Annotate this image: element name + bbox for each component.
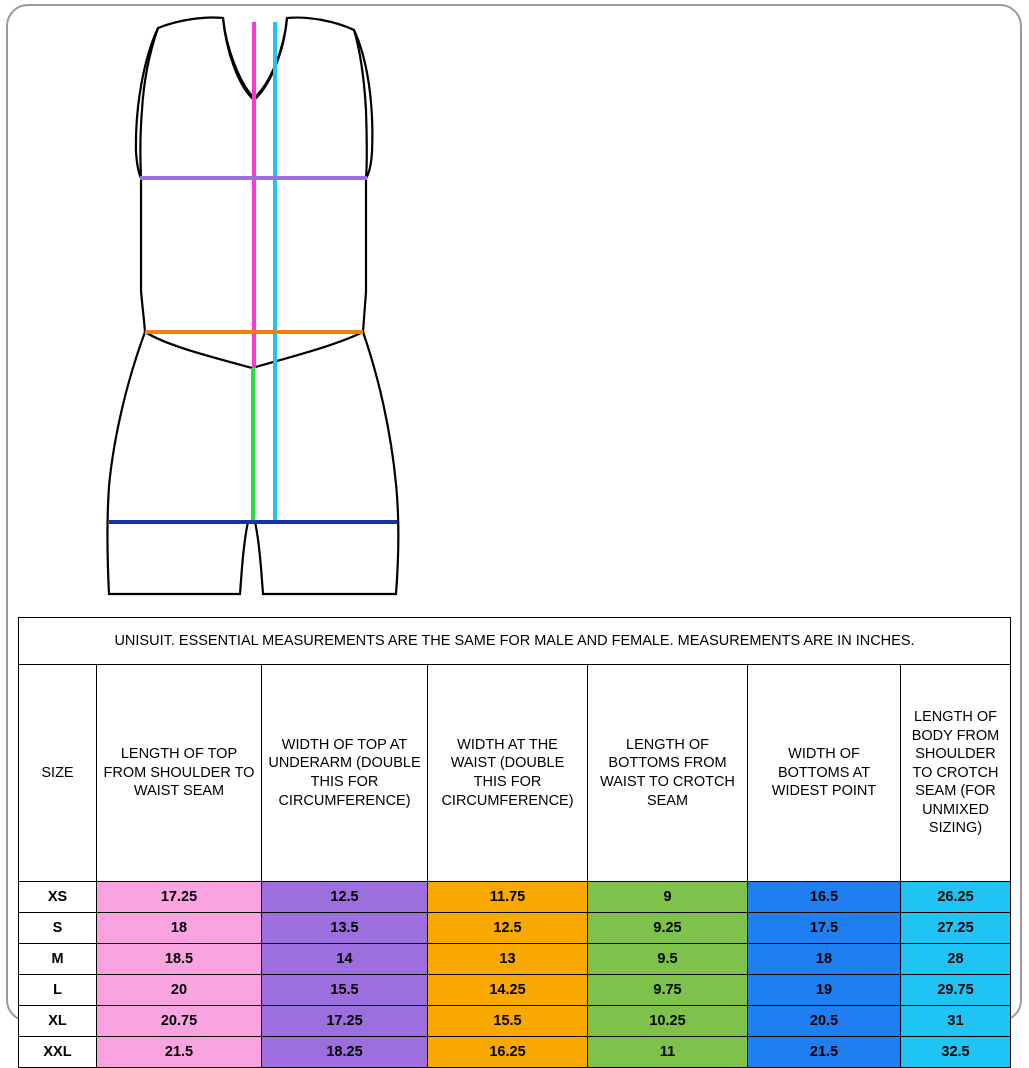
cell-width-of-bottoms: 19: [748, 975, 901, 1006]
row-size-label: XS: [19, 882, 97, 913]
row-size-label: L: [19, 975, 97, 1006]
cell-length-of-body: 27.25: [901, 913, 1011, 944]
table-caption: UNISUIT. ESSENTIAL MEASUREMENTS ARE THE SAME FOR MALE AND FEMALE. MEASUREMENTS ARE IN INCHES.: [19, 618, 1011, 665]
column-header-length-of-top: LENGTH OF TOP FROM SHOULDER TO WAIST SEAM: [97, 665, 262, 882]
cell-width-at-waist: 11.75: [428, 882, 588, 913]
cell-length-of-body: 31: [901, 1006, 1011, 1037]
cell-width-of-bottoms: 16.5: [748, 882, 901, 913]
table-row: [19, 944, 1011, 975]
size-table-container: [18, 617, 1010, 1060]
table-row: [19, 1006, 1011, 1037]
cell-width-of-bottoms: 20.5: [748, 1006, 901, 1037]
column-header-width-of-bottoms: WIDTH OF BOTTOMS AT WIDEST POINT: [748, 665, 901, 882]
cell-width-of-top-underarm: 13.5: [262, 913, 428, 944]
table-row: [19, 1037, 1011, 1068]
table-header-row: [19, 665, 1011, 882]
cell-length-of-bottoms: 9: [588, 882, 748, 913]
cell-length-of-top: 17.25: [97, 882, 262, 913]
row-size-label: S: [19, 913, 97, 944]
row-size-label: XXL: [19, 1037, 97, 1068]
cell-length-of-body: 28: [901, 944, 1011, 975]
table-row: [19, 882, 1011, 913]
cell-width-at-waist: 13: [428, 944, 588, 975]
size-table: [18, 617, 1011, 1068]
cell-length-of-bottoms: 9.25: [588, 913, 748, 944]
cell-width-at-waist: 16.25: [428, 1037, 588, 1068]
cell-length-of-top: 18.5: [97, 944, 262, 975]
row-size-label: M: [19, 944, 97, 975]
cell-length-of-bottoms: 9.5: [588, 944, 748, 975]
table-caption-row: [19, 618, 1011, 665]
cell-width-of-top-underarm: 17.25: [262, 1006, 428, 1037]
unisuit-diagram: [8, 6, 1020, 616]
cell-length-of-bottoms: 9.75: [588, 975, 748, 1006]
cell-width-of-bottoms: 18: [748, 944, 901, 975]
cell-width-at-waist: 12.5: [428, 913, 588, 944]
cell-width-of-top-underarm: 12.5: [262, 882, 428, 913]
column-header-length-of-body: LENGTH OF BODY FROM SHOULDER TO CROTCH SEAM (FOR UNMIXED SIZING): [901, 665, 1011, 882]
cell-width-of-top-underarm: 15.5: [262, 975, 428, 1006]
cell-length-of-top: 20.75: [97, 1006, 262, 1037]
cell-length-of-body: 29.75: [901, 975, 1011, 1006]
cell-width-at-waist: 14.25: [428, 975, 588, 1006]
cell-length-of-top: 18: [97, 913, 262, 944]
cell-width-of-bottoms: 17.5: [748, 913, 901, 944]
cell-length-of-bottoms: 11: [588, 1037, 748, 1068]
cell-width-of-top-underarm: 18.25: [262, 1037, 428, 1068]
row-size-label: XL: [19, 1006, 97, 1037]
column-header-size: SIZE: [19, 665, 97, 882]
cell-length-of-bottoms: 10.25: [588, 1006, 748, 1037]
cell-length-of-body: 32.5: [901, 1037, 1011, 1068]
column-header-width-at-waist: WIDTH AT THE WAIST (DOUBLE THIS FOR CIRCUMFERENCE): [428, 665, 588, 882]
column-header-width-of-top-underarm: WIDTH OF TOP AT UNDERARM (DOUBLE THIS FOR CIRCUMFERENCE): [262, 665, 428, 882]
cell-width-of-bottoms: 21.5: [748, 1037, 901, 1068]
table-row: [19, 975, 1011, 1006]
cell-width-at-waist: 15.5: [428, 1006, 588, 1037]
cell-length-of-top: 21.5: [97, 1037, 262, 1068]
cell-width-of-top-underarm: 14: [262, 944, 428, 975]
cell-length-of-top: 20: [97, 975, 262, 1006]
column-header-length-of-bottoms: LENGTH OF BOTTOMS FROM WAIST TO CROTCH SEAM: [588, 665, 748, 882]
table-row: [19, 913, 1011, 944]
cell-length-of-body: 26.25: [901, 882, 1011, 913]
